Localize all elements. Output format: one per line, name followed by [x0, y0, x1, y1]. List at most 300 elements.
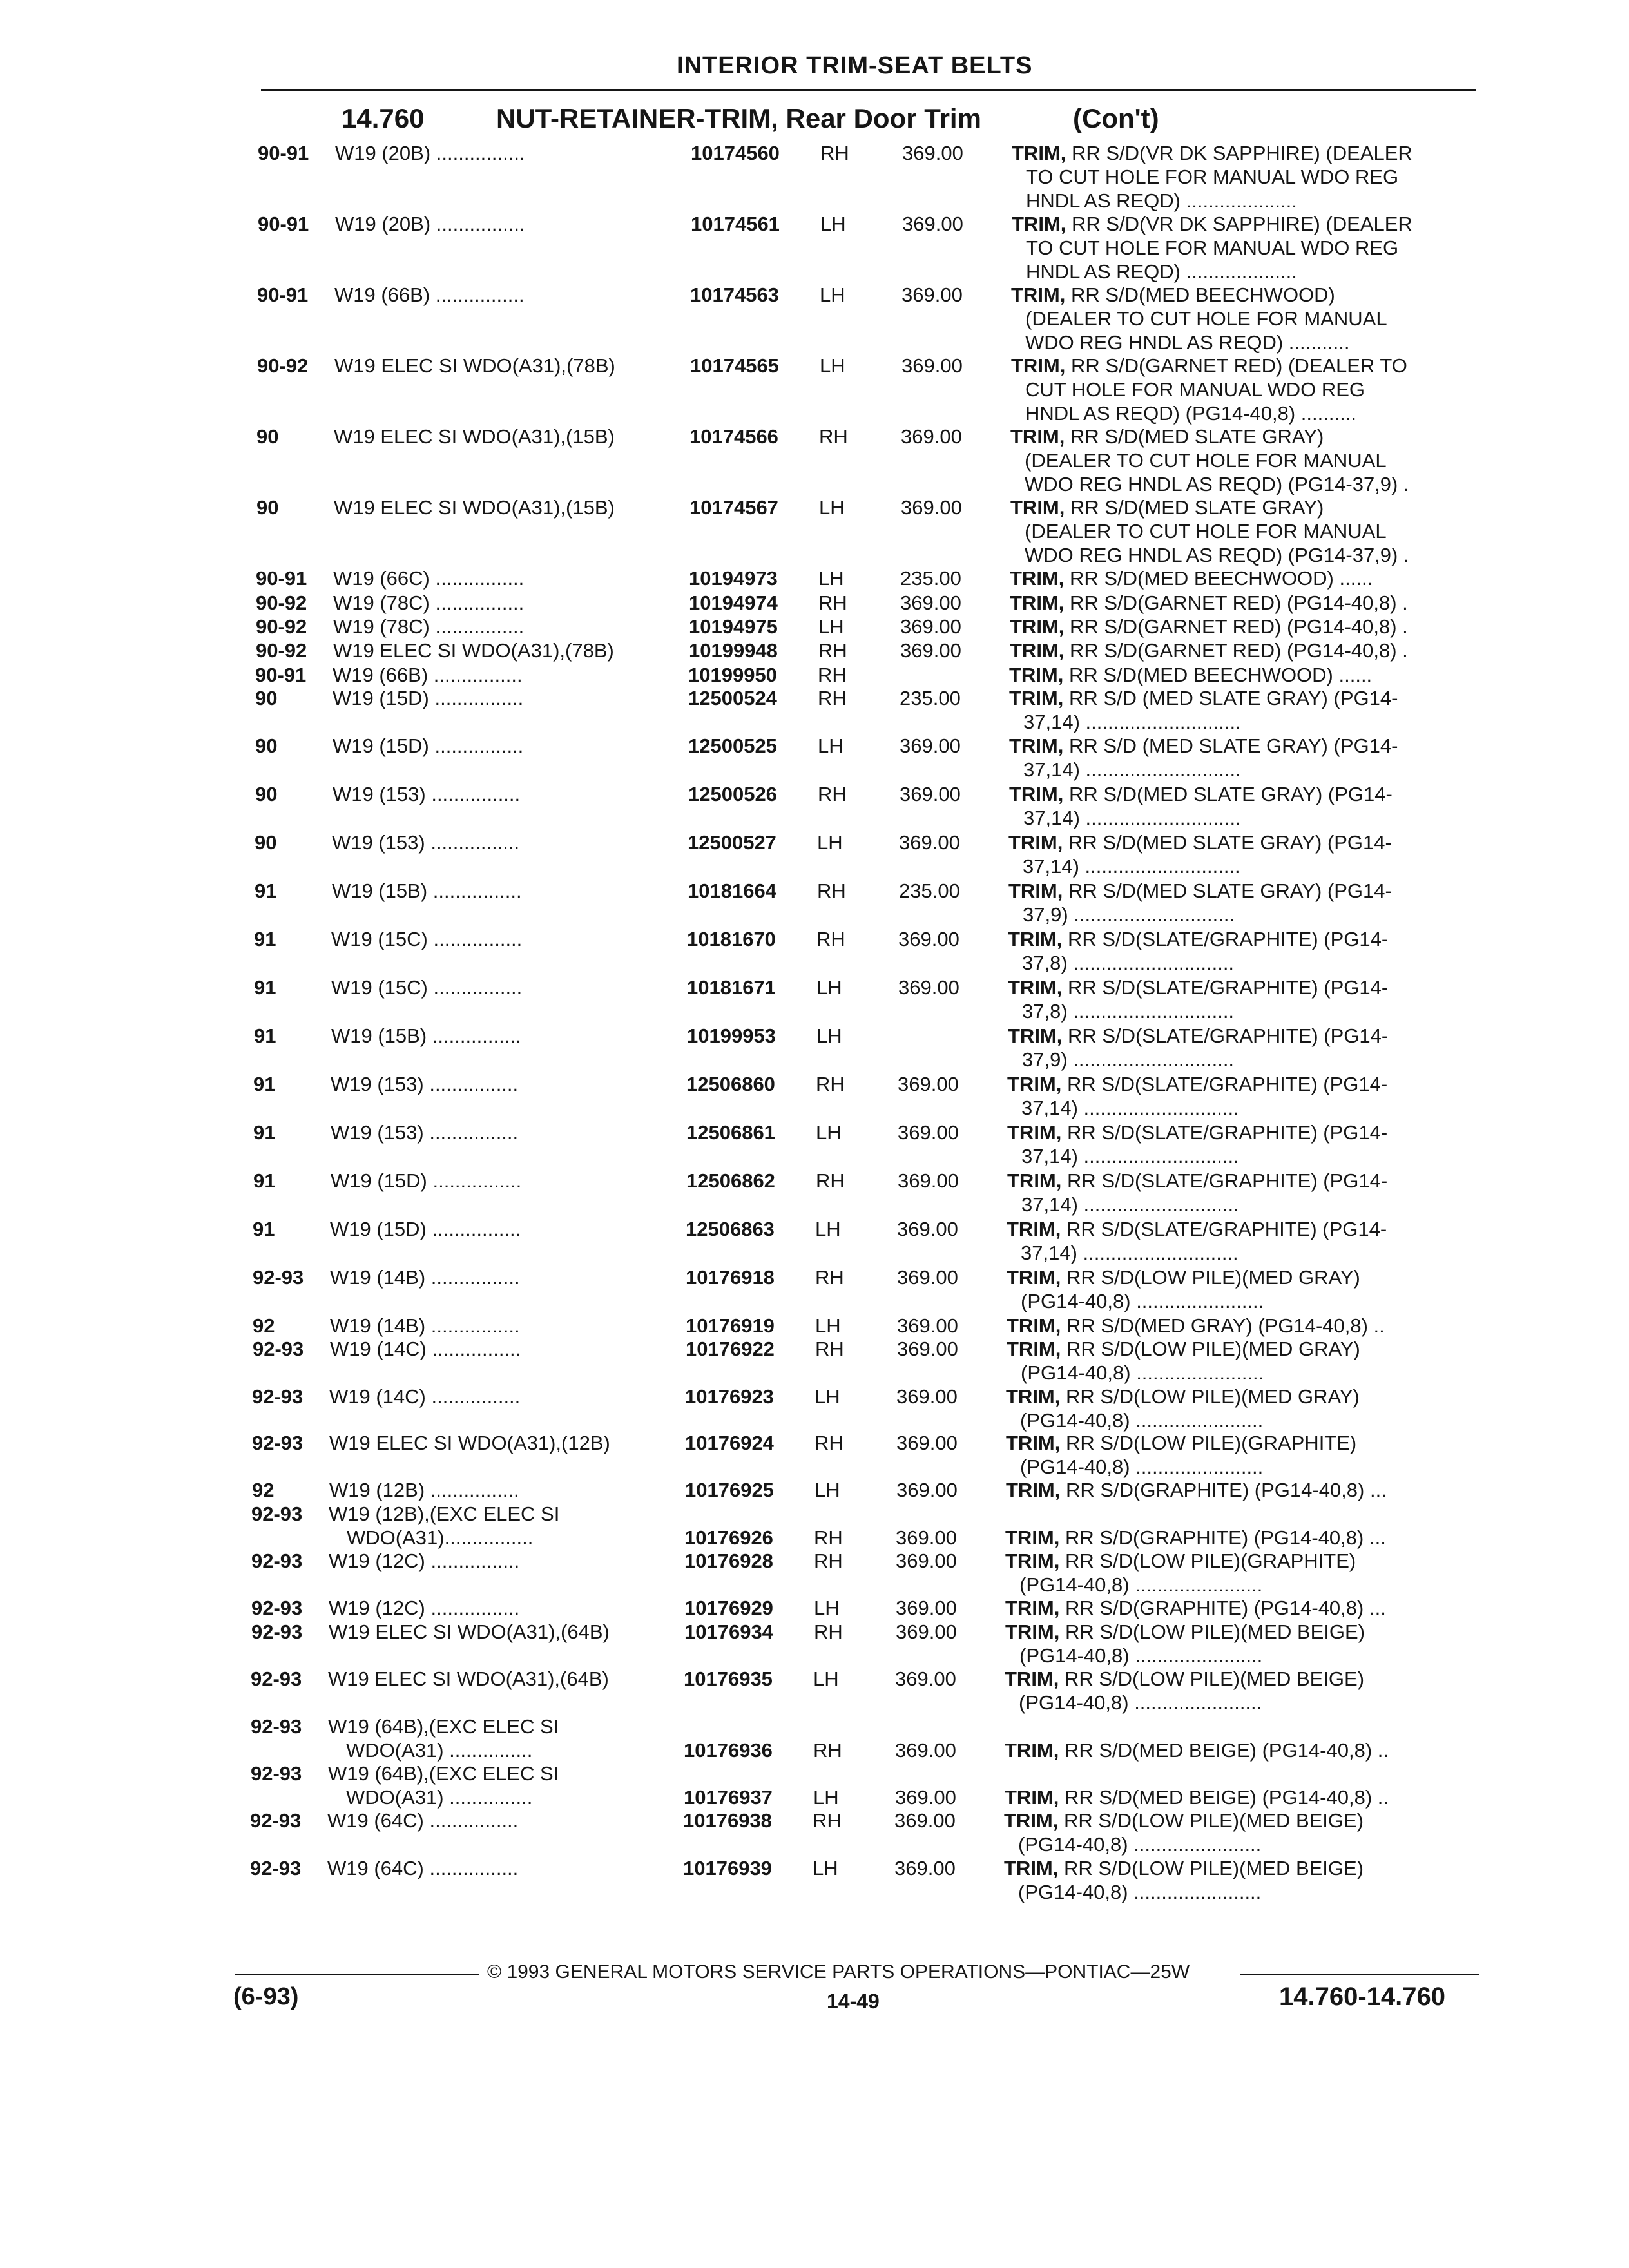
row-description: TRIM, RR S/D(GRAPHITE) (PG14-40,8) ...: [1006, 1479, 1387, 1501]
row-part-number: 10176937: [684, 1786, 773, 1809]
row-years: 90-92: [256, 639, 307, 662]
description-keyword: TRIM,: [1008, 831, 1063, 854]
row-quantity: 369.00: [894, 1809, 956, 1832]
description-keyword: TRIM,: [1010, 639, 1065, 662]
row-years: 90-92: [256, 591, 307, 614]
row-model: W19 ELEC SI WDO(A31),(78B): [334, 354, 615, 377]
row-model: W19 (78C) ................: [333, 591, 525, 614]
description-keyword: TRIM,: [1011, 354, 1066, 377]
description-keyword: TRIM,: [1006, 1432, 1061, 1454]
row-description: WDO REG HNDL AS REQD) ...........: [1025, 331, 1350, 354]
row-description: (PG14-40,8) .......................: [1019, 1644, 1263, 1667]
row-quantity: 369.00: [901, 284, 963, 306]
row-part-number: 12500524: [688, 687, 777, 709]
row-side: LH: [816, 1024, 842, 1047]
row-part-number: 10181670: [687, 928, 776, 950]
row-description: TRIM, RR S/D(MED BEECHWOOD) ......: [1010, 567, 1373, 590]
row-description: 37,14) ............................: [1021, 1097, 1239, 1119]
row-description: TRIM, RR S/D(GRAPHITE) (PG14-40,8) ...: [1005, 1597, 1386, 1619]
row-model: W19 (153) ................: [332, 831, 520, 854]
row-years: 90: [256, 496, 279, 519]
row-quantity: 369.00: [897, 1218, 958, 1240]
row-part-number: 10174566: [689, 425, 778, 448]
row-quantity: 369.00: [898, 1169, 959, 1192]
row-model: W19 ELEC SI WDO(A31),(78B): [333, 639, 614, 662]
row-part-number: 12506861: [686, 1121, 775, 1144]
row-years: 90: [255, 783, 278, 805]
footer-rule-right: [1240, 1974, 1479, 1975]
row-years: 92-93: [251, 1620, 303, 1643]
row-model: W19 ELEC SI WDO(A31),(15B): [334, 496, 615, 519]
row-quantity: 369.00: [897, 1266, 958, 1289]
row-model: W19 (153) ................: [333, 783, 521, 805]
row-side: LH: [820, 284, 845, 306]
description-keyword: TRIM,: [1009, 664, 1064, 686]
row-years: 92-93: [251, 1667, 302, 1690]
row-model: W19 (20B) ................: [335, 142, 525, 164]
description-keyword: TRIM,: [1009, 735, 1064, 757]
row-description: TRIM, RR S/D (MED SLATE GRAY) (PG14-: [1009, 687, 1398, 709]
row-part-number: 10176926: [684, 1526, 773, 1549]
description-keyword: TRIM,: [1005, 1739, 1059, 1762]
row-model: W19 (12B) ................: [329, 1479, 519, 1501]
row-model: W19 (15B) ................: [332, 879, 522, 902]
row-quantity: 369.00: [900, 735, 961, 757]
row-quantity: 369.00: [894, 1857, 956, 1879]
row-description: (PG14-40,8) .......................: [1019, 1573, 1263, 1596]
row-quantity: 369.00: [897, 1314, 958, 1337]
row-side: LH: [816, 976, 842, 999]
row-part-number: 10176936: [684, 1739, 773, 1762]
row-side: RH: [818, 687, 847, 709]
row-quantity: 235.00: [900, 567, 961, 590]
row-description: TRIM, RR S/D(LOW PILE)(GRAPHITE): [1006, 1432, 1357, 1454]
description-keyword: TRIM,: [1007, 1218, 1061, 1240]
description-keyword: TRIM,: [1008, 879, 1063, 902]
row-side: RH: [814, 1550, 843, 1572]
row-description: TRIM, RR S/D(LOW PILE)(MED GRAY): [1006, 1385, 1360, 1408]
row-quantity: 369.00: [897, 1338, 958, 1360]
description-keyword: TRIM,: [1007, 1169, 1062, 1192]
row-model: W19 (12B),(EXC ELEC SI: [329, 1503, 560, 1525]
row-part-number: 10181671: [687, 976, 776, 999]
row-model: W19 (78C) ................: [333, 615, 525, 638]
row-model: W19 (20B) ................: [335, 213, 525, 235]
row-years: 91: [253, 1218, 275, 1240]
row-description: 37,8) .............................: [1022, 952, 1235, 974]
row-side: LH: [819, 496, 845, 519]
row-years: 91: [255, 879, 277, 902]
row-part-number: 12500527: [688, 831, 776, 854]
row-description: HNDL AS REQD) ....................: [1026, 189, 1297, 212]
row-years: 91: [253, 1169, 276, 1192]
row-quantity: 369.00: [902, 142, 963, 164]
row-side: LH: [817, 831, 843, 854]
row-years: 92: [252, 1479, 275, 1501]
row-years: 91: [253, 1121, 276, 1144]
description-keyword: TRIM,: [1007, 1266, 1061, 1289]
row-quantity: 369.00: [895, 1667, 956, 1690]
row-description: HNDL AS REQD) (PG14-40,8) ..........: [1025, 402, 1356, 425]
row-side: RH: [816, 928, 845, 950]
row-model: W19 ELEC SI WDO(A31),(64B): [329, 1620, 610, 1643]
row-part-number: 10194973: [689, 567, 778, 590]
row-model: W19 (66B) ................: [334, 284, 525, 306]
row-part-number: 10174567: [689, 496, 778, 519]
row-description: 37,9) .............................: [1022, 1048, 1235, 1071]
description-keyword: TRIM,: [1005, 1667, 1059, 1690]
row-model: W19 (14B) ................: [330, 1266, 520, 1289]
row-model: W19 (64B),(EXC ELEC SI: [328, 1715, 559, 1738]
description-keyword: TRIM,: [1012, 142, 1066, 164]
section-number: 14.760: [342, 103, 425, 133]
row-model: WDO(A31)................: [347, 1526, 534, 1549]
row-side: LH: [814, 1597, 840, 1619]
row-part-number: 12506863: [686, 1218, 775, 1240]
row-side: LH: [815, 1385, 840, 1408]
row-description: TRIM, RR S/D(MED SLATE GRAY) (PG14-: [1008, 831, 1392, 854]
row-description: TO CUT HOLE FOR MANUAL WDO REG: [1026, 166, 1399, 188]
row-model: W19 (64B),(EXC ELEC SI: [328, 1762, 559, 1785]
row-years: 92-93: [250, 1809, 302, 1832]
row-description: 37,14) ............................: [1021, 1193, 1239, 1216]
row-description: (PG14-40,8) .......................: [1018, 1881, 1262, 1903]
row-part-number: 10176924: [685, 1432, 774, 1454]
description-keyword: TRIM,: [1007, 1314, 1061, 1337]
row-description: TRIM, RR S/D(VR DK SAPPHIRE) (DEALER: [1012, 142, 1412, 164]
row-side: RH: [818, 591, 847, 614]
row-years: 90-91: [258, 213, 309, 235]
description-keyword: TRIM,: [1005, 1786, 1059, 1809]
row-part-number: 12506860: [686, 1073, 775, 1095]
description-keyword: TRIM,: [1007, 1338, 1061, 1360]
row-description: TRIM, RR S/D(MED GRAY) (PG14-40,8) ..: [1007, 1314, 1385, 1337]
row-side: RH: [817, 879, 846, 902]
row-part-number: 10176928: [684, 1550, 773, 1572]
row-side: RH: [815, 1432, 843, 1454]
row-description: TRIM, RR S/D(MED SLATE GRAY) (PG14-: [1008, 879, 1392, 902]
description-keyword: TRIM,: [1008, 976, 1063, 999]
row-side: RH: [813, 1739, 842, 1762]
description-keyword: TRIM,: [1004, 1857, 1059, 1879]
row-model: W19 (15B) ................: [331, 1024, 521, 1047]
row-description: (PG14-40,8) .......................: [1020, 1456, 1264, 1478]
row-side: LH: [820, 354, 845, 377]
row-description: TRIM, RR S/D(LOW PILE)(MED GRAY): [1007, 1338, 1360, 1360]
row-quantity: 369.00: [901, 425, 962, 448]
row-model: W19 (15D) ................: [331, 1169, 522, 1192]
description-keyword: TRIM,: [1009, 687, 1064, 709]
row-quantity: 369.00: [896, 1385, 958, 1408]
description-keyword: TRIM,: [1005, 1620, 1060, 1643]
row-description: WDO REG HNDL AS REQD) (PG14-37,9) .: [1025, 473, 1409, 495]
row-part-number: 10176929: [684, 1597, 773, 1619]
row-description: TO CUT HOLE FOR MANUAL WDO REG: [1026, 236, 1399, 259]
description-keyword: TRIM,: [1005, 1597, 1060, 1619]
row-description: (DEALER TO CUT HOLE FOR MANUAL: [1025, 449, 1387, 472]
row-description: (PG14-40,8) .......................: [1018, 1833, 1262, 1856]
row-description: TRIM, RR S/D(SLATE/GRAPHITE) (PG14-: [1007, 1169, 1388, 1192]
row-part-number: 12506862: [686, 1169, 775, 1192]
row-description: 37,8) .............................: [1022, 1000, 1235, 1023]
row-part-number: 10174560: [691, 142, 780, 164]
row-side: LH: [818, 567, 844, 590]
row-model: W19 (153) ................: [331, 1073, 519, 1095]
row-side: LH: [815, 1314, 841, 1337]
row-part-number: 10176922: [686, 1338, 775, 1360]
row-quantity: 369.00: [895, 1786, 956, 1809]
row-part-number: 10174563: [690, 284, 779, 306]
row-quantity: 369.00: [896, 1526, 957, 1549]
row-years: 92-93: [253, 1266, 304, 1289]
row-model: W19 (14C) ................: [330, 1338, 521, 1360]
row-description: (DEALER TO CUT HOLE FOR MANUAL: [1025, 307, 1387, 330]
description-keyword: TRIM,: [1009, 783, 1064, 805]
row-description: TRIM, RR S/D(LOW PILE)(MED BEIGE): [1004, 1809, 1364, 1832]
row-quantity: 369.00: [896, 1620, 957, 1643]
description-keyword: TRIM,: [1010, 615, 1065, 638]
row-description: (PG14-40,8) .......................: [1019, 1691, 1262, 1714]
row-part-number: 10176923: [685, 1385, 774, 1408]
row-description: TRIM, RR S/D(SLATE/GRAPHITE) (PG14-: [1008, 976, 1389, 999]
description-keyword: TRIM,: [1010, 496, 1065, 519]
row-years: 90-92: [256, 615, 307, 638]
row-years: 91: [254, 976, 276, 999]
row-years: 90-91: [258, 142, 309, 164]
row-description: TRIM, RR S/D(MED BEECHWOOD) ......: [1009, 664, 1373, 686]
row-description: 37,14) ............................: [1023, 758, 1241, 781]
row-description: TRIM, RR S/D(SLATE/GRAPHITE) (PG14-: [1007, 1073, 1388, 1095]
row-quantity: 369.00: [896, 1550, 957, 1572]
section-continued: (Con't): [1073, 103, 1159, 133]
description-keyword: TRIM,: [1007, 1073, 1062, 1095]
row-description: TRIM, RR S/D(MED SLATE GRAY): [1010, 496, 1324, 519]
row-years: 92-93: [251, 1762, 302, 1785]
row-quantity: 369.00: [898, 1121, 959, 1144]
row-model: W19 (15D) ................: [333, 687, 524, 709]
row-years: 90: [255, 687, 278, 709]
row-quantity: 369.00: [900, 615, 961, 638]
row-years: 92-93: [251, 1550, 303, 1572]
footer-date: (6-93): [233, 1983, 299, 2010]
row-part-number: 10174561: [691, 213, 780, 235]
row-years: 91: [254, 1024, 276, 1047]
row-model: W19 (15C) ................: [331, 976, 523, 999]
row-years: 90: [255, 735, 278, 757]
row-description: 37,14) ............................: [1021, 1242, 1239, 1264]
page-header-title: INTERIOR TRIM-SEAT BELTS: [677, 52, 1033, 79]
row-model: W19 (153) ................: [331, 1121, 519, 1144]
row-description: (DEALER TO CUT HOLE FOR MANUAL: [1025, 520, 1387, 543]
row-quantity: 369.00: [895, 1739, 956, 1762]
row-description: (PG14-40,8) .......................: [1020, 1409, 1264, 1432]
row-side: RH: [815, 1266, 844, 1289]
row-part-number: 10176934: [684, 1620, 773, 1643]
row-years: 90-92: [257, 354, 309, 377]
row-description: 37,14) ............................: [1023, 855, 1240, 878]
row-quantity: 369.00: [901, 354, 963, 377]
row-model: W19 (12C) ................: [329, 1550, 520, 1572]
row-description: TRIM, RR S/D(MED BEIGE) (PG14-40,8) ..: [1005, 1739, 1389, 1762]
row-description: 37,14) ............................: [1023, 711, 1241, 733]
row-side: RH: [815, 1338, 844, 1360]
description-keyword: TRIM,: [1008, 928, 1063, 950]
row-side: LH: [813, 1667, 839, 1690]
row-model: W19 ELEC SI WDO(A31),(15B): [334, 425, 615, 448]
description-keyword: TRIM,: [1004, 1809, 1059, 1832]
row-model: W19 (12C) ................: [329, 1597, 520, 1619]
row-description: CUT HOLE FOR MANUAL WDO REG: [1025, 378, 1365, 401]
row-description: (PG14-40,8) .......................: [1021, 1290, 1264, 1312]
row-years: 92-93: [251, 1715, 302, 1738]
row-part-number: 10199948: [689, 639, 778, 662]
row-years: 90-91: [255, 664, 307, 686]
row-part-number: 10176938: [683, 1809, 772, 1832]
row-quantity: 235.00: [899, 879, 960, 902]
row-model: W19 (14B) ................: [330, 1314, 520, 1337]
row-model: W19 (15C) ................: [331, 928, 523, 950]
row-side: LH: [820, 213, 846, 235]
row-description: TRIM, RR S/D(LOW PILE)(MED BEIGE): [1004, 1857, 1364, 1879]
row-part-number: 10176935: [684, 1667, 773, 1690]
header-rule: [261, 89, 1476, 91]
row-years: 92-93: [252, 1385, 304, 1408]
row-years: 92-93: [250, 1857, 302, 1879]
row-side: RH: [813, 1809, 842, 1832]
row-side: LH: [815, 1218, 841, 1240]
row-model: W19 (15D) ................: [333, 735, 524, 757]
row-model: W19 ELEC SI WDO(A31),(12B): [329, 1432, 610, 1454]
row-side: LH: [815, 1479, 840, 1501]
description-keyword: TRIM,: [1008, 1024, 1063, 1047]
row-side: RH: [814, 1526, 843, 1549]
row-part-number: 10176925: [685, 1479, 774, 1501]
page-number: 14-49: [827, 1990, 880, 2013]
row-years: 92-93: [251, 1503, 303, 1525]
row-description: TRIM, RR S/D(LOW PILE)(MED BEIGE): [1005, 1667, 1365, 1690]
row-description: TRIM, RR S/D(GRAPHITE) (PG14-40,8) ...: [1005, 1526, 1386, 1549]
row-model: W19 (66C) ................: [333, 567, 525, 590]
row-part-number: 10199953: [687, 1024, 776, 1047]
description-keyword: TRIM,: [1005, 1550, 1060, 1572]
row-description: TRIM, RR S/D(GARNET RED) (DEALER TO: [1011, 354, 1407, 377]
row-description: TRIM, RR S/D(LOW PILE)(MED BEIGE): [1005, 1620, 1365, 1643]
row-quantity: 369.00: [896, 1479, 958, 1501]
row-side: RH: [816, 1169, 845, 1192]
row-description: HNDL AS REQD) ....................: [1026, 260, 1297, 283]
row-side: RH: [818, 639, 847, 662]
row-part-number: 12500525: [688, 735, 777, 757]
row-description: TRIM, RR S/D (MED SLATE GRAY) (PG14-: [1009, 735, 1398, 757]
row-part-number: 10176939: [683, 1857, 772, 1879]
row-years: 91: [254, 928, 276, 950]
section-title: NUT-RETAINER-TRIM, Rear Door Trim: [496, 103, 981, 133]
row-years: 90: [256, 425, 279, 448]
row-part-number: 10181664: [688, 879, 776, 902]
row-quantity: 369.00: [900, 639, 961, 662]
row-model: WDO(A31) ...............: [346, 1786, 533, 1809]
row-description: TRIM, RR S/D(SLATE/GRAPHITE) (PG14-: [1007, 1218, 1387, 1240]
row-description: TRIM, RR S/D(LOW PILE)(GRAPHITE): [1005, 1550, 1356, 1572]
row-side: RH: [820, 142, 849, 164]
row-description: TRIM, RR S/D(MED SLATE GRAY): [1010, 425, 1324, 448]
row-part-number: 10176918: [686, 1266, 775, 1289]
row-part-number: 10194975: [689, 615, 778, 638]
row-side: RH: [816, 1073, 845, 1095]
row-description: TRIM, RR S/D(LOW PILE)(MED GRAY): [1007, 1266, 1360, 1289]
row-quantity: 369.00: [898, 1073, 959, 1095]
row-description: TRIM, RR S/D(MED BEIGE) (PG14-40,8) ..: [1005, 1786, 1389, 1809]
row-description: TRIM, RR S/D(MED SLATE GRAY) (PG14-: [1009, 783, 1393, 805]
row-quantity: 369.00: [899, 831, 960, 854]
row-model: W19 (66B) ................: [333, 664, 523, 686]
description-keyword: TRIM,: [1011, 284, 1066, 306]
footer-section-range: 14.760-14.760: [1279, 1983, 1446, 2011]
row-years: 91: [253, 1073, 276, 1095]
row-description: TRIM, RR S/D(SLATE/GRAPHITE) (PG14-: [1008, 928, 1389, 950]
row-years: 92-93: [252, 1432, 304, 1454]
row-side: RH: [819, 425, 848, 448]
row-years: 92-93: [251, 1597, 303, 1619]
row-description: TRIM, RR S/D(SLATE/GRAPHITE) (PG14-: [1007, 1121, 1388, 1144]
row-years: 92: [253, 1314, 275, 1337]
row-description: TRIM, RR S/D(SLATE/GRAPHITE) (PG14-: [1008, 1024, 1389, 1047]
row-side: RH: [818, 783, 847, 805]
row-years: 92-93: [253, 1338, 304, 1360]
description-keyword: TRIM,: [1012, 213, 1066, 235]
row-years: 90-91: [256, 567, 307, 590]
row-part-number: 10194974: [689, 591, 778, 614]
row-side: LH: [813, 1786, 839, 1809]
row-description: TRIM, RR S/D(VR DK SAPPHIRE) (DEALER: [1012, 213, 1412, 235]
footer-copyright: © 1993 GENERAL MOTORS SERVICE PARTS OPERATIONS—PONTIAC—25W: [487, 1961, 1190, 1983]
row-part-number: 10174565: [690, 354, 779, 377]
row-quantity: 369.00: [896, 1597, 957, 1619]
description-keyword: TRIM,: [1010, 591, 1065, 614]
row-description: WDO REG HNDL AS REQD) (PG14-37,9) .: [1025, 544, 1409, 566]
row-description: TRIM, RR S/D(GARNET RED) (PG14-40,8) .: [1010, 615, 1408, 638]
row-quantity: 369.00: [902, 213, 963, 235]
row-part-number: 10176919: [686, 1314, 775, 1337]
row-model: W19 ELEC SI WDO(A31),(64B): [328, 1667, 609, 1690]
description-keyword: TRIM,: [1007, 1121, 1062, 1144]
row-description: TRIM, RR S/D(MED BEECHWOOD): [1011, 284, 1335, 306]
description-keyword: TRIM,: [1006, 1479, 1061, 1501]
row-quantity: 235.00: [900, 687, 961, 709]
row-description: 37,9) .............................: [1023, 903, 1235, 926]
description-keyword: TRIM,: [1006, 1385, 1061, 1408]
row-side: LH: [813, 1857, 838, 1879]
row-side: LH: [818, 615, 844, 638]
row-side: LH: [816, 1121, 842, 1144]
row-quantity: 369.00: [898, 976, 959, 999]
footer-rule-left: [235, 1974, 479, 1975]
row-description: TRIM, RR S/D(GARNET RED) (PG14-40,8) .: [1010, 639, 1408, 662]
row-description: TRIM, RR S/D(GARNET RED) (PG14-40,8) .: [1010, 591, 1408, 614]
row-side: RH: [814, 1620, 843, 1643]
row-model: WDO(A31) ...............: [346, 1739, 533, 1762]
row-description: (PG14-40,8) .......................: [1021, 1361, 1264, 1384]
description-keyword: TRIM,: [1010, 567, 1065, 590]
row-model: W19 (15D) ................: [330, 1218, 521, 1240]
row-description: 37,14) ............................: [1023, 807, 1241, 829]
row-quantity: 369.00: [900, 591, 961, 614]
row-quantity: 369.00: [896, 1432, 958, 1454]
row-years: 90-91: [257, 284, 309, 306]
row-model: W19 (64C) ................: [327, 1809, 519, 1832]
row-side: LH: [818, 735, 843, 757]
row-description: 37,14) ............................: [1021, 1145, 1239, 1168]
